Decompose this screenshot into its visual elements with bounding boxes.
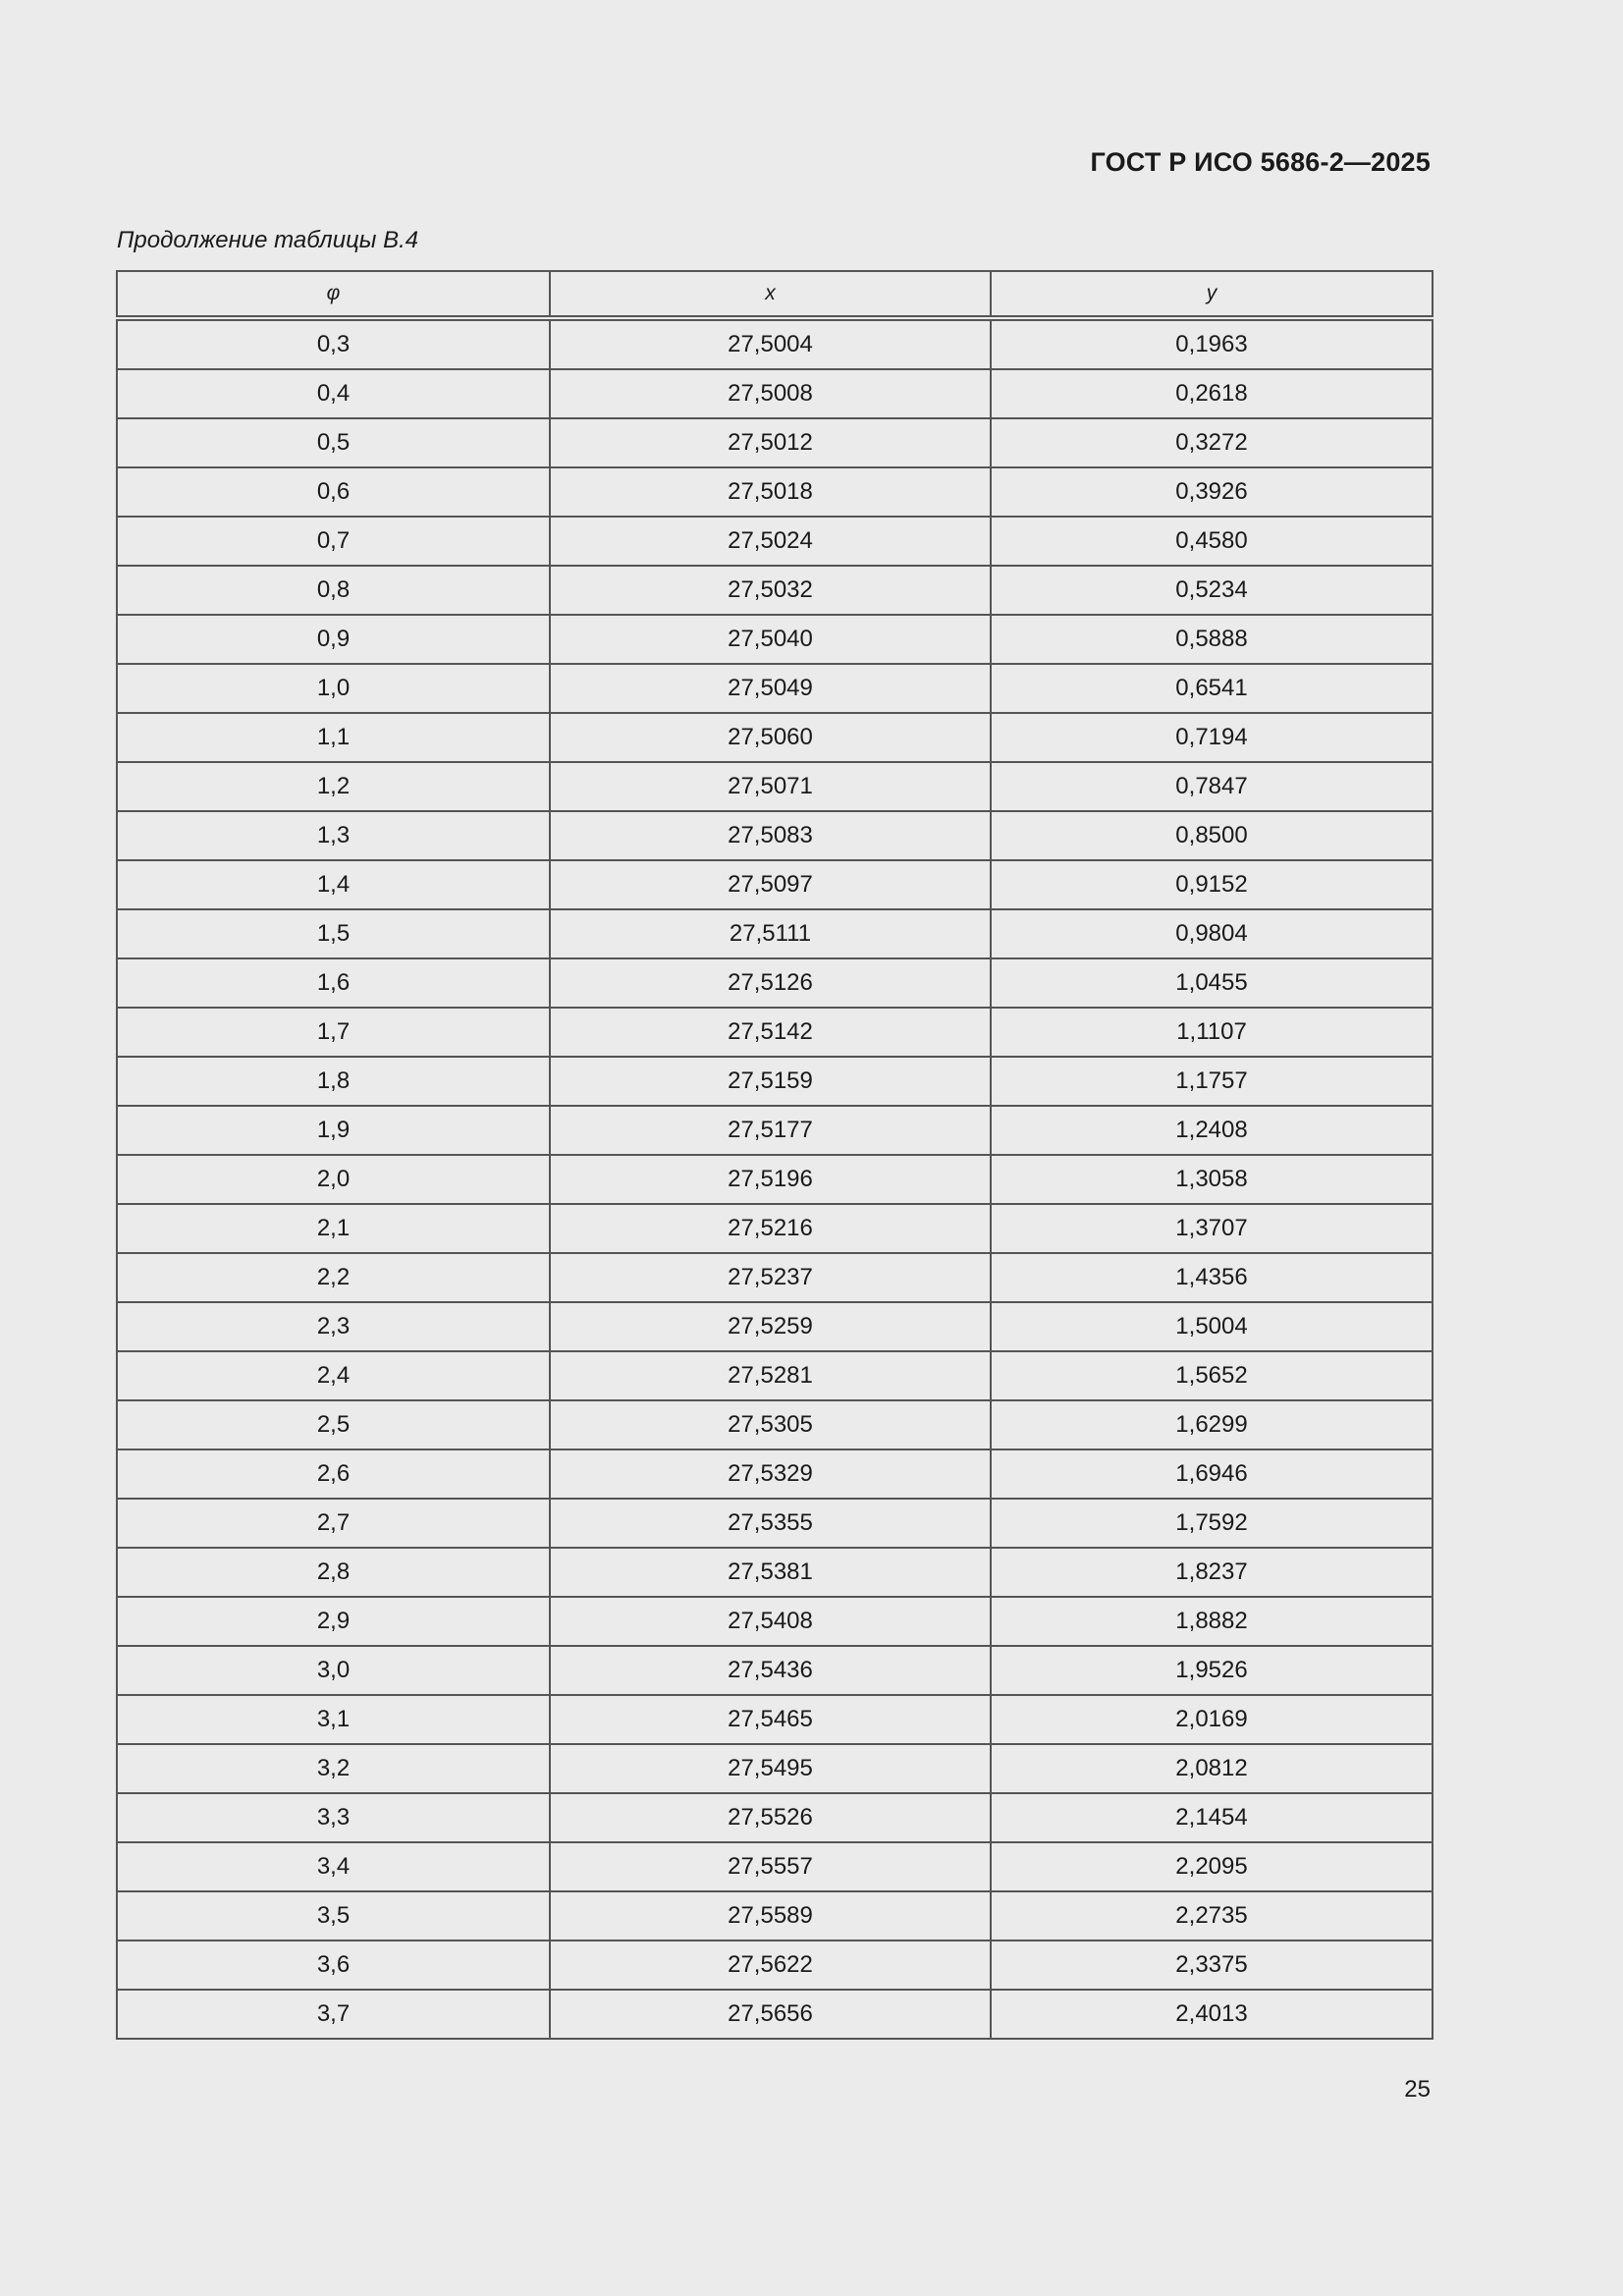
- table-row: [117, 664, 1433, 713]
- table-row: [117, 1990, 1433, 2039]
- table-caption: Продолжение таблицы В.4: [117, 227, 419, 253]
- cell-x: 27,5111: [550, 909, 991, 958]
- table-row: [117, 566, 1433, 615]
- cell-phi: 2,4: [117, 1351, 550, 1400]
- cell-x: 27,5071: [550, 762, 991, 811]
- table-row: [117, 467, 1433, 517]
- cell-x: 27,5060: [550, 713, 991, 762]
- cell-phi: 0,5: [117, 418, 550, 467]
- page-number: 25: [1404, 2076, 1431, 2103]
- cell-phi: 1,6: [117, 958, 550, 1008]
- cell-x: 27,5381: [550, 1548, 991, 1597]
- cell-y: 2,1454: [991, 1793, 1433, 1842]
- cell-phi: 3,7: [117, 1990, 550, 2039]
- cell-phi: 0,6: [117, 467, 550, 517]
- cell-x: 27,5526: [550, 1793, 991, 1842]
- cell-y: 1,3707: [991, 1204, 1433, 1253]
- table-row: [117, 517, 1433, 566]
- cell-phi: 0,4: [117, 369, 550, 418]
- cell-phi: 1,3: [117, 811, 550, 860]
- cell-y: 0,9152: [991, 860, 1433, 909]
- table-row: [117, 1842, 1433, 1891]
- cell-phi: 2,6: [117, 1449, 550, 1499]
- cell-x: 27,5004: [550, 318, 991, 369]
- cell-phi: 1,1: [117, 713, 550, 762]
- cell-x: 27,5305: [550, 1400, 991, 1449]
- cell-phi: 3,0: [117, 1646, 550, 1695]
- cell-y: 2,3375: [991, 1941, 1433, 1990]
- cell-phi: 1,4: [117, 860, 550, 909]
- table-row: [117, 1449, 1433, 1499]
- cell-y: 0,8500: [991, 811, 1433, 860]
- cell-y: 1,5652: [991, 1351, 1433, 1400]
- cell-y: 1,5004: [991, 1302, 1433, 1351]
- cell-y: 0,2618: [991, 369, 1433, 418]
- table-row: [117, 860, 1433, 909]
- cell-x: 27,5097: [550, 860, 991, 909]
- cell-x: 27,5159: [550, 1057, 991, 1106]
- table-row: [117, 958, 1433, 1008]
- cell-phi: 0,9: [117, 615, 550, 664]
- table-row: [117, 1646, 1433, 1695]
- table-row: [117, 1400, 1433, 1449]
- cell-y: 1,6299: [991, 1400, 1433, 1449]
- cell-phi: 1,5: [117, 909, 550, 958]
- table-row: [117, 369, 1433, 418]
- cell-x: 27,5557: [550, 1842, 991, 1891]
- cell-phi: 2,5: [117, 1400, 550, 1449]
- cell-x: 27,5126: [550, 958, 991, 1008]
- table-row: [117, 1351, 1433, 1400]
- cell-phi: 2,3: [117, 1302, 550, 1351]
- cell-phi: 2,8: [117, 1548, 550, 1597]
- cell-phi: 3,3: [117, 1793, 550, 1842]
- cell-phi: 1,0: [117, 664, 550, 713]
- cell-y: 2,0812: [991, 1744, 1433, 1793]
- table-row: [117, 1941, 1433, 1990]
- table-body: [117, 318, 1433, 2039]
- cell-phi: 2,1: [117, 1204, 550, 1253]
- cell-y: 2,0169: [991, 1695, 1433, 1744]
- cell-phi: 0,7: [117, 517, 550, 566]
- table-header-row: [117, 271, 1433, 318]
- cell-x: 27,5142: [550, 1008, 991, 1057]
- column-header-x: x: [550, 271, 991, 318]
- cell-phi: 0,3: [117, 318, 550, 369]
- cell-y: 1,7592: [991, 1499, 1433, 1548]
- table-row: [117, 1891, 1433, 1941]
- cell-y: 1,8882: [991, 1597, 1433, 1646]
- cell-x: 27,5083: [550, 811, 991, 860]
- cell-y: 0,1963: [991, 318, 1433, 369]
- cell-y: 0,4580: [991, 517, 1433, 566]
- cell-x: 27,5032: [550, 566, 991, 615]
- cell-x: 27,5008: [550, 369, 991, 418]
- cell-x: 27,5408: [550, 1597, 991, 1646]
- table-row: [117, 1057, 1433, 1106]
- cell-phi: 3,5: [117, 1891, 550, 1941]
- cell-y: 0,3926: [991, 467, 1433, 517]
- cell-y: 2,4013: [991, 1990, 1433, 2039]
- table-row: [117, 1548, 1433, 1597]
- cell-x: 27,5049: [550, 664, 991, 713]
- column-header-phi: φ: [117, 271, 550, 318]
- cell-x: 27,5040: [550, 615, 991, 664]
- cell-x: 27,5012: [550, 418, 991, 467]
- table-row: [117, 1499, 1433, 1548]
- table-row: [117, 1695, 1433, 1744]
- table-row: [117, 1597, 1433, 1646]
- document-header: ГОСТ Р ИСО 5686-2—2025: [1090, 147, 1431, 177]
- cell-y: 0,9804: [991, 909, 1433, 958]
- cell-x: 27,5495: [550, 1744, 991, 1793]
- cell-phi: 3,4: [117, 1842, 550, 1891]
- cell-x: 27,5329: [550, 1449, 991, 1499]
- cell-y: 1,8237: [991, 1548, 1433, 1597]
- table-row: [117, 1008, 1433, 1057]
- cell-phi: 3,1: [117, 1695, 550, 1744]
- cell-y: 0,5888: [991, 615, 1433, 664]
- table-row: [117, 318, 1433, 369]
- cell-y: 0,3272: [991, 418, 1433, 467]
- cell-x: 27,5259: [550, 1302, 991, 1351]
- cell-y: 1,3058: [991, 1155, 1433, 1204]
- cell-x: 27,5196: [550, 1155, 991, 1204]
- cell-y: 2,2735: [991, 1891, 1433, 1941]
- cell-phi: 2,2: [117, 1253, 550, 1302]
- cell-x: 27,5355: [550, 1499, 991, 1548]
- table-row: [117, 1793, 1433, 1842]
- cell-y: 0,7847: [991, 762, 1433, 811]
- table-row: [117, 909, 1433, 958]
- cell-phi: 2,9: [117, 1597, 550, 1646]
- column-header-y: y: [991, 271, 1433, 318]
- cell-y: 1,6946: [991, 1449, 1433, 1499]
- cell-y: 1,1107: [991, 1008, 1433, 1057]
- table-row: [117, 418, 1433, 467]
- cell-phi: 2,0: [117, 1155, 550, 1204]
- cell-phi: 1,9: [117, 1106, 550, 1155]
- cell-y: 0,5234: [991, 566, 1433, 615]
- table-row: [117, 615, 1433, 664]
- cell-y: 0,6541: [991, 664, 1433, 713]
- cell-phi: 2,7: [117, 1499, 550, 1548]
- table-row: [117, 1106, 1433, 1155]
- cell-y: 0,7194: [991, 713, 1433, 762]
- table-row: [117, 1744, 1433, 1793]
- cell-phi: 1,7: [117, 1008, 550, 1057]
- cell-y: 1,1757: [991, 1057, 1433, 1106]
- cell-x: 27,5237: [550, 1253, 991, 1302]
- cell-y: 1,4356: [991, 1253, 1433, 1302]
- cell-x: 27,5216: [550, 1204, 991, 1253]
- table-row: [117, 1204, 1433, 1253]
- cell-y: 1,2408: [991, 1106, 1433, 1155]
- table-row: [117, 811, 1433, 860]
- cell-x: 27,5024: [550, 517, 991, 566]
- cell-x: 27,5465: [550, 1695, 991, 1744]
- cell-phi: 3,2: [117, 1744, 550, 1793]
- cell-x: 27,5436: [550, 1646, 991, 1695]
- cell-y: 1,0455: [991, 958, 1433, 1008]
- table-row: [117, 762, 1433, 811]
- cell-x: 27,5589: [550, 1891, 991, 1941]
- cell-x: 27,5622: [550, 1941, 991, 1990]
- cell-x: 27,5018: [550, 467, 991, 517]
- table-row: [117, 1302, 1433, 1351]
- cell-phi: 0,8: [117, 566, 550, 615]
- table-row: [117, 713, 1433, 762]
- table-row: [117, 1155, 1433, 1204]
- table-row: [117, 1253, 1433, 1302]
- cell-x: 27,5656: [550, 1990, 991, 2039]
- cell-y: 2,2095: [991, 1842, 1433, 1891]
- cell-x: 27,5177: [550, 1106, 991, 1155]
- data-table: [116, 270, 1434, 2040]
- cell-phi: 1,8: [117, 1057, 550, 1106]
- cell-phi: 3,6: [117, 1941, 550, 1990]
- cell-x: 27,5281: [550, 1351, 991, 1400]
- cell-phi: 1,2: [117, 762, 550, 811]
- cell-y: 1,9526: [991, 1646, 1433, 1695]
